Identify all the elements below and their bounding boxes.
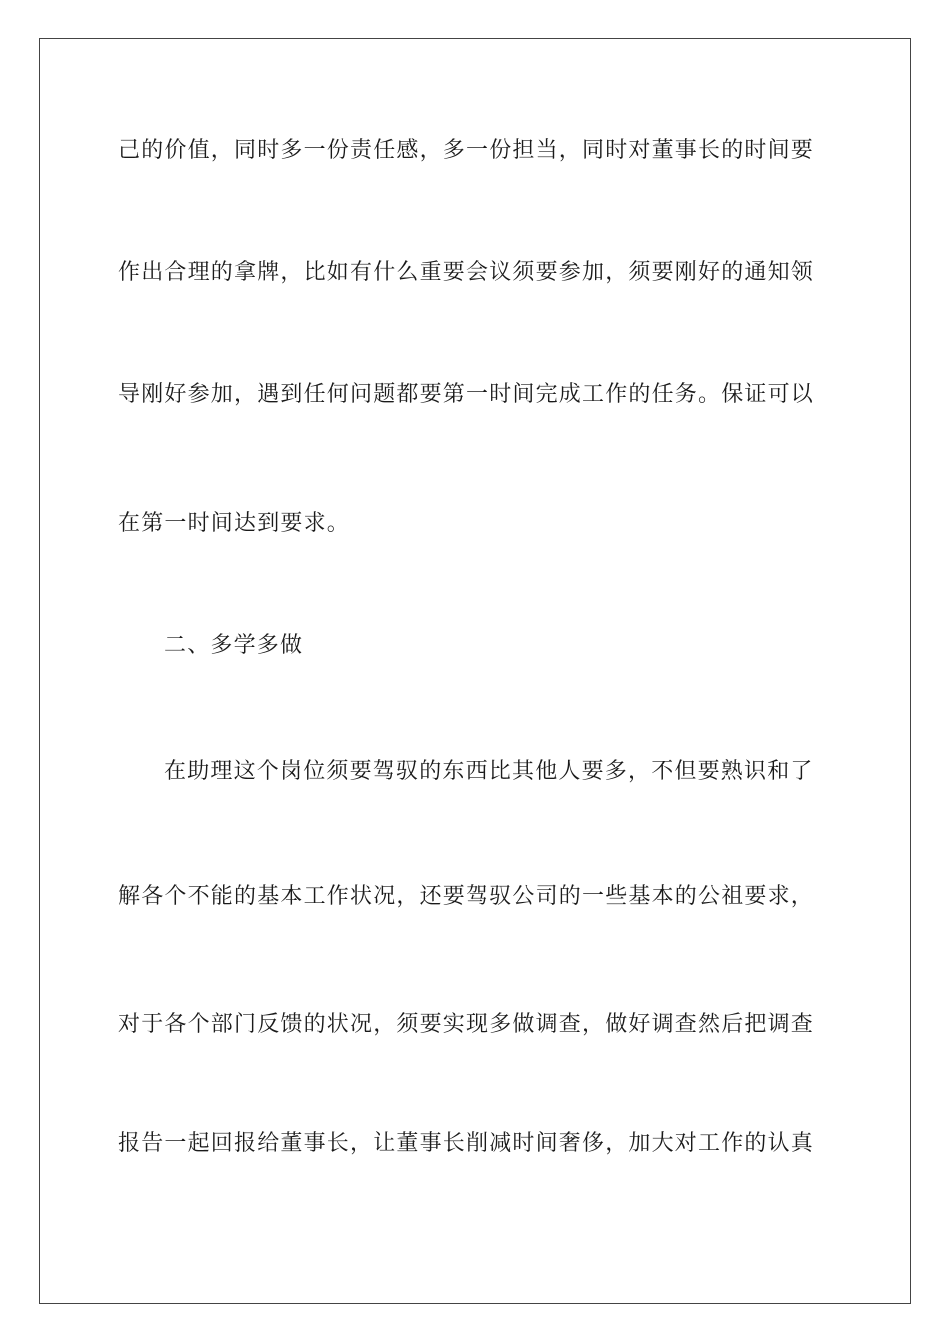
- paragraph-line: 己的价值，同时多一份责任感，多一份担当，同时对董事长的时间要: [118, 138, 815, 163]
- paragraph-line: 在助理这个岗位须要驾驭的东西比其他人要多，不但要熟识和了: [164, 759, 814, 784]
- paragraph-line: 在第一时间达到要求。: [118, 511, 351, 536]
- paragraph-line: 对于各个部门反馈的状况，须要实现多做调查，做好调查然后把调查: [118, 1012, 815, 1037]
- page-border: [39, 38, 911, 1304]
- paragraph-line: 导刚好参加，遇到任何问题都要第一时间完成工作的任务。保证可以: [118, 382, 815, 407]
- paragraph-line: 报告一起回报给董事长，让董事长削减时间奢侈，加大对工作的认真: [118, 1131, 815, 1156]
- section-heading: 二、多学多做: [164, 633, 304, 658]
- paragraph-line: 作出合理的拿牌，比如有什么重要会议须要参加，须要刚好的通知领: [118, 260, 815, 285]
- paragraph-line: 解各个不能的基本工作状况，还要驾驭公司的一些基本的公祖要求，: [118, 884, 815, 909]
